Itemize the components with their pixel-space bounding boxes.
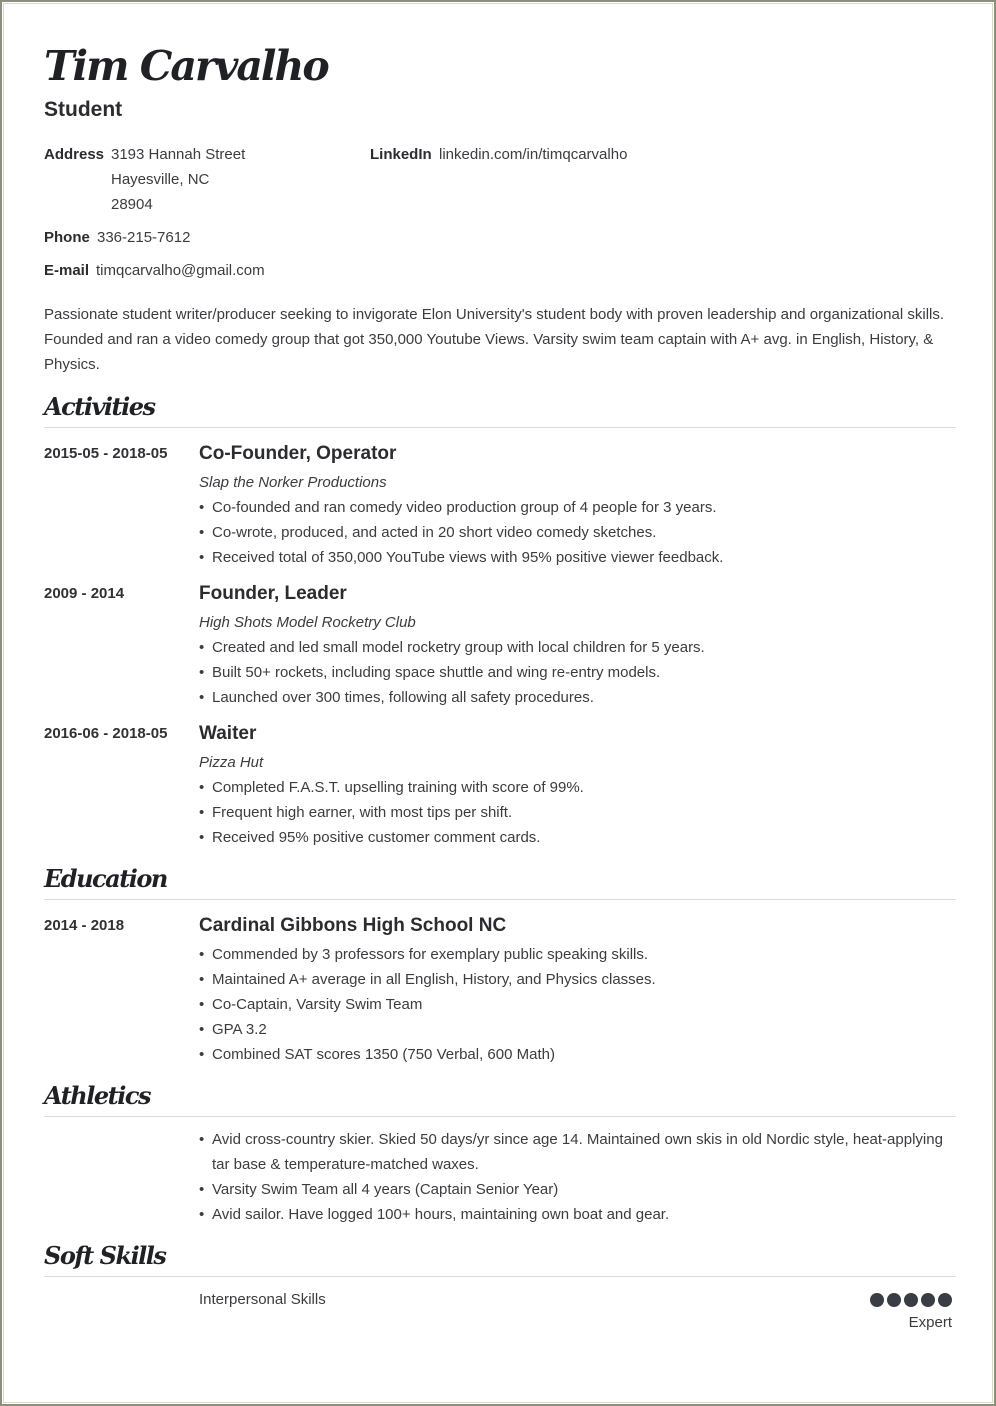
email-label: E-mail: [44, 262, 90, 279]
list-item: • Built 50+ rockets, including space shuttle and wing re-entry models.: [199, 660, 705, 685]
list-item: • Avid cross-country skier. Skied 50 days/yr since age 14. Maintained own skis in old Nordic style, heat-applying tar base & temperature-matched waxes.: [199, 1127, 956, 1177]
section-divider: [44, 1276, 956, 1277]
candidate-name: Tim Carvalho: [44, 42, 328, 90]
education-dates: 2014 - 2018: [44, 917, 125, 934]
section-title-education: Education: [44, 864, 167, 893]
contact-linkedin: [370, 142, 628, 167]
summary-text: Passionate student writer/producer seeking to invigorate Elon University's student body with proven leadership and organizational skills. Founded and ran a video comedy group that got 350,000 Youtube Views. Varsity swim team captain with A+ avg. in English, History, & Physics.: [44, 306, 945, 373]
activity-organization: Slap the Norker Productions: [199, 474, 387, 491]
activity-role: Waiter: [199, 723, 257, 744]
rating-dot: [904, 1293, 918, 1307]
list-item: • Frequent high earner, with most tips per shift.: [199, 800, 584, 825]
contact-address: [44, 142, 246, 167]
list-item: • Launched over 300 times, following all safety procedures.: [199, 685, 705, 710]
list-item: • Received total of 350,000 YouTube views with 95% positive viewer feedback.: [199, 545, 723, 570]
phone-label: Phone: [44, 229, 90, 246]
skill-rating: [870, 1293, 952, 1307]
section-divider: [44, 1116, 956, 1117]
phone-value: 336-215-7612: [97, 229, 191, 246]
activity-role: Founder, Leader: [199, 583, 347, 604]
list-item: • Co-Captain, Varsity Swim Team: [199, 992, 656, 1017]
list-item: • Co-founded and ran comedy video production group of 4 people for 3 years.: [199, 495, 723, 520]
rating-dot: [938, 1293, 952, 1307]
contact-email: [44, 258, 265, 283]
contact-phone: [44, 225, 191, 250]
list-item: • Combined SAT scores 1350 (750 Verbal, 600 Math): [199, 1042, 656, 1067]
section-divider: [44, 427, 956, 428]
address-label: Address: [44, 146, 105, 163]
activity-bullets: [199, 775, 584, 850]
list-item: • Completed F.A.S.T. upselling training with score of 99%.: [199, 775, 584, 800]
section-title-athletics: Athletics: [44, 1081, 150, 1110]
activity-dates: 2016-06 - 2018-05: [44, 725, 168, 742]
linkedin-link[interactable]: linkedin.com/in/timqcarvalho: [439, 146, 628, 163]
candidate-title: Student: [44, 98, 123, 121]
list-item: • Commended by 3 professors for exemplary public speaking skills.: [199, 942, 656, 967]
list-item: • Created and led small model rocketry group with local children for 5 years.: [199, 635, 705, 660]
school-name: Cardinal Gibbons High School NC: [199, 915, 507, 936]
address-line-3: 28904: [111, 196, 153, 213]
list-item: • Varsity Swim Team all 4 years (Captain Senior Year): [199, 1177, 956, 1202]
rating-dot: [870, 1293, 884, 1307]
section-title-soft-skills: Soft Skills: [44, 1241, 166, 1270]
list-item: • Co-wrote, produced, and acted in 20 short video comedy sketches.: [199, 520, 723, 545]
education-bullets: [199, 942, 656, 1067]
address-line-2: Hayesville, NC: [111, 171, 210, 188]
list-item: • GPA 3.2: [199, 1017, 656, 1042]
athletics-bullets: [199, 1127, 956, 1227]
activity-organization: Pizza Hut: [199, 754, 264, 771]
email-link[interactable]: timqcarvalho@gmail.com: [96, 262, 265, 279]
section-title-activities: Activities: [44, 392, 155, 421]
activity-bullets: [199, 495, 723, 570]
activity-organization: High Shots Model Rocketry Club: [199, 614, 416, 631]
activity-role: Co-Founder, Operator: [199, 443, 397, 464]
activity-dates: 2009 - 2014: [44, 585, 125, 602]
skill-level: Expert: [908, 1314, 952, 1331]
list-item: • Avid sailor. Have logged 100+ hours, maintaining own boat and gear.: [199, 1202, 956, 1227]
list-item: • Received 95% positive customer comment cards.: [199, 825, 584, 850]
rating-dot: [887, 1293, 901, 1307]
section-divider: [44, 899, 956, 900]
list-item: • Maintained A+ average in all English, History, and Physics classes.: [199, 967, 656, 992]
activity-dates: 2015-05 - 2018-05: [44, 445, 168, 462]
rating-dot: [921, 1293, 935, 1307]
address-line-1: 3193 Hannah Street: [111, 146, 246, 163]
activity-bullets: [199, 635, 705, 710]
skill-name: Interpersonal Skills: [199, 1291, 326, 1308]
linkedin-label: LinkedIn: [370, 146, 432, 163]
